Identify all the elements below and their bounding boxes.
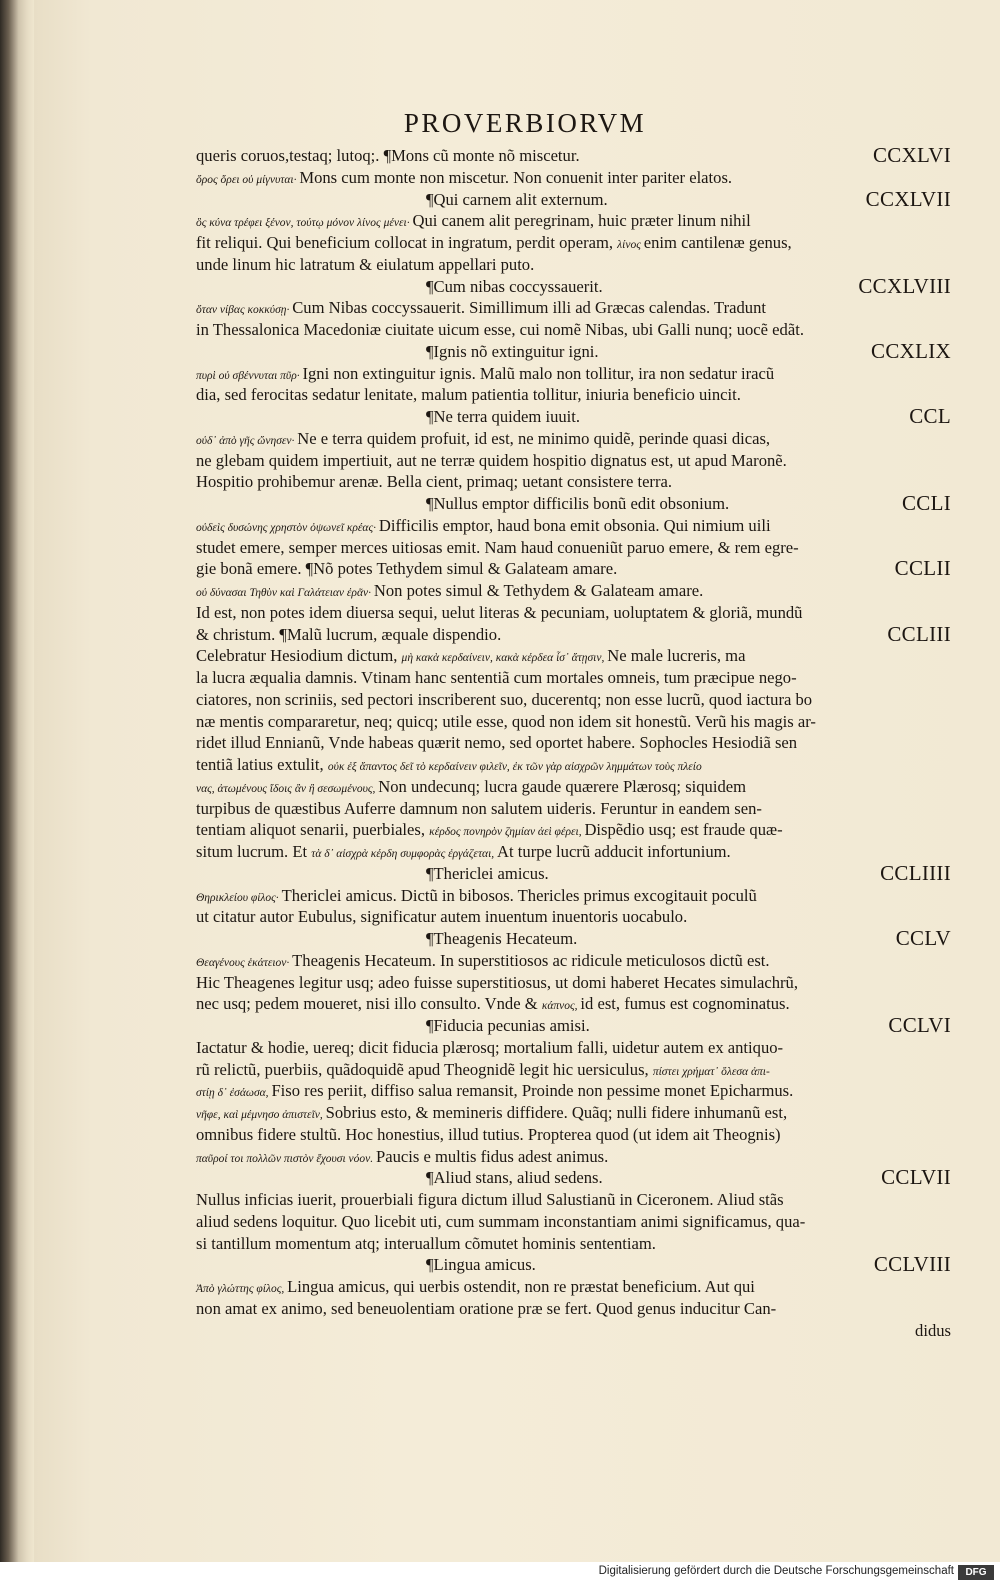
- adage-number: CCLIII: [887, 621, 951, 646]
- text-line: [196, 993, 951, 1015]
- latin-text: ne glebam quidem impertiuit, aut ne terræ quidem hospitio dignatus est, ut apud Maronẽ.: [196, 450, 787, 470]
- greek-text: μὴ κακὰ κερδαίνειν, κακὰ κέρδεα ἶσ᾽ ἄτῃσιν,: [401, 652, 608, 665]
- text-line: [196, 1211, 951, 1233]
- latin-text: ¶Theagenis Hecateum.: [426, 929, 578, 948]
- text-line: [196, 254, 951, 276]
- footer-bar: [0, 1562, 1000, 1583]
- adage-number: CCXLIX: [871, 338, 951, 363]
- text-line: [196, 537, 951, 559]
- text-line: [196, 1037, 951, 1059]
- greek-text: παῦροί τοι πολλῶν πιστὸν ἔχουσι νόον.: [196, 1152, 376, 1165]
- greek-text: οὐκ ἐξ ἅπαντος δεῖ τὸ κερδαίνειν φιλεῖν, ἐκ τῶν γὰρ αἰσχρῶν λημμάτων τοὺς πλείο: [327, 761, 702, 773]
- text-line: [196, 145, 951, 167]
- latin-text: Non undecunq; lucra gaude quærere Plærosq; siquidem: [378, 776, 747, 796]
- latin-text: nec usq; pedem moueret, nisi illo consulto. Vnde &: [196, 994, 542, 1014]
- section-heading-line: [196, 1254, 951, 1276]
- latin-text: Difficilis emptor, haud bona emit obsonia. Qui nimium uili: [378, 515, 771, 535]
- text-line: [196, 232, 951, 254]
- latin-text: Celebratur Hesiodium dictum,: [196, 646, 402, 666]
- text-line: [196, 667, 951, 689]
- latin-text: Lingua amicus, qui uerbis ostendit, non re præstat beneficium. Aut qui: [287, 1277, 755, 1296]
- latin-text: situm lucrum. Et: [196, 842, 312, 861]
- text-line: [196, 210, 951, 232]
- latin-text: Ne e terra quidem profuit, id est, ne minimo quidẽ, perinde quasi dicas,: [297, 428, 771, 448]
- latin-text: Theagenis Hecateum. In superstitiosos ac ridicule meticulosos dictũ est.: [292, 950, 770, 970]
- adage-number: CCLI: [901, 491, 951, 515]
- text-line: [196, 602, 951, 624]
- text-line: [196, 621, 951, 646]
- adage-number: CCLVI: [888, 1013, 951, 1037]
- latin-text: unde linum hic latratum & eiulatum appellari puto.: [196, 254, 535, 274]
- text-block: [196, 145, 951, 1341]
- latin-text: si tantillum momentum atq; interuallum cõmutet hominis sententiam.: [196, 1233, 656, 1253]
- adage-number: CCLVII: [881, 1165, 951, 1190]
- text-line: [196, 689, 951, 711]
- latin-text: ¶Ne terra quidem iuuit.: [426, 407, 581, 426]
- latin-text: aliud sedens loquitur. Quo licebit uti, cum summam inconstantiam animi significamus, qua-: [196, 1211, 806, 1231]
- section-heading-line: [196, 1015, 951, 1037]
- text-line: [196, 1080, 951, 1102]
- text-line: [196, 906, 951, 928]
- text-line: [196, 471, 951, 493]
- latin-text: dia, sed ferocitas sedatur lenitate, malum patientia tollitur, iniuria beneficio uincit.: [196, 385, 741, 405]
- latin-text: At turpe lucrũ adducit infortunium.: [497, 842, 731, 861]
- dfg-logo: DFG: [958, 1565, 994, 1580]
- latin-text: in Thessalonica Macedoniæ ciuitate uicum esse, cui nomẽ Nibas, ubi Galli nunq; uocẽ edãt.: [196, 320, 804, 339]
- text-line: [196, 841, 951, 863]
- latin-text: Id est, non potes idem diuersa sequi, uelut literas & pecuniam, uoluptatem & gloriã, mundũ: [196, 602, 803, 622]
- latin-text: ut citatur autor Eubulus, significatur autem inuentum inuentoris uocabulo.: [196, 907, 688, 927]
- section-heading-line: [196, 493, 951, 515]
- text-line: [196, 515, 951, 537]
- greek-text: στίῃ δ᾽ ἐσάωσα,: [196, 1087, 272, 1100]
- text-line: [196, 754, 951, 776]
- text-line: [196, 450, 951, 472]
- text-line: [196, 1102, 951, 1124]
- greek-text: πίστει χρήματ᾽ ὄλεσα ἀπι-: [652, 1065, 770, 1078]
- text-line: [196, 580, 951, 602]
- adage-number: CCLV: [895, 926, 951, 950]
- text-line: [196, 1276, 951, 1298]
- text-line: [196, 167, 951, 189]
- greek-text: κέρδος πονηρὸν ζημίαν ἀεὶ φέρει,: [429, 826, 585, 839]
- greek-text: Ἀπὸ γλώττης φίλος,: [196, 1283, 288, 1295]
- latin-text: tentiam aliquot senarii, puerbiales,: [196, 820, 430, 840]
- greek-text: τὰ δ᾽ αἰσχρὰ κέρδη συμφορὰς ἐργάζεται,: [311, 848, 498, 860]
- latin-text: enim cantilenæ genus,: [643, 233, 792, 252]
- greek-text: νας, ἀτωμένους ἴδοις ἂν ἢ σεσωμένους,: [196, 782, 379, 795]
- text-line: [196, 1189, 951, 1211]
- greek-text: ὅταν νίβας κοκκύσῃ·: [196, 304, 293, 317]
- latin-text: id est, fumus est cognominatus.: [580, 994, 790, 1014]
- latin-text: turpibus de quæstibus Auferre damnum non salutem uideris. Feruntur in eandem sen-: [196, 798, 762, 818]
- text-line: [196, 732, 951, 754]
- latin-text: Hospitio prohibemur arenæ. Bella cient, primaq; uetant consistere terra.: [196, 472, 673, 492]
- greek-text: λίνος: [617, 239, 644, 251]
- latin-text: Hic Theagenes legitur usq; adeo fuisse superstitiosus, ut domi haberet Hecates simulachrũ,: [196, 972, 798, 992]
- greek-text: κάπνος,: [541, 1000, 581, 1013]
- adage-number: CCLVIII: [873, 1252, 951, 1277]
- text-line: [196, 384, 951, 406]
- adage-number: CCLII: [894, 556, 951, 581]
- text-line: [196, 798, 951, 820]
- latin-text: Ne male lucreris, ma: [607, 646, 746, 666]
- latin-text: ¶Cum nibas coccyssauerit.: [426, 276, 603, 296]
- text-line: [196, 363, 951, 385]
- adage-number: CCXLVIII: [858, 273, 951, 298]
- greek-text: οὐδ᾽ ἀπὸ γῆς ὤνησεν·: [196, 434, 298, 447]
- text-line: [196, 645, 951, 667]
- text-line: [196, 319, 951, 341]
- latin-text: Mons cum monte non miscetur. Non conuenit inter pariter elatos.: [299, 167, 733, 187]
- latin-text: Qui canem alit peregrinam, huic præter linum nihil: [412, 211, 751, 231]
- text-line: [196, 819, 951, 841]
- latin-text: ridet illud Ennianũ, Vnde habeas quærit nemo, sed oportet habere. Sophocles Hesiodiã sen: [196, 733, 798, 753]
- text-line: [196, 1233, 951, 1255]
- text-line: [196, 1124, 951, 1146]
- section-heading-line: [196, 186, 951, 211]
- book-spine-edge: [0, 0, 34, 1562]
- greek-text: οὐδεὶς δυσώνης χρηστὸν ὀψωνεῖ κρέας·: [196, 521, 379, 534]
- text-line: [196, 776, 951, 798]
- latin-text: non amat ex animo, sed beneuolentiam oratione præ se fert. Quod genus inducitur Can-: [196, 1298, 777, 1318]
- greek-text: οὐ δύνασαι Τηθὺν καὶ Γαλάτειαν ἐρᾶν·: [196, 587, 374, 599]
- latin-text: ¶Qui carnem alit externum.: [426, 189, 608, 209]
- section-heading-line: [196, 860, 951, 885]
- latin-text: rũ relictũ, puerbiis, quãdoquidẽ apud Theognidẽ legit hic uersiculus,: [196, 1059, 653, 1079]
- section-heading-line: [196, 928, 951, 950]
- text-line: [196, 711, 951, 733]
- latin-text: ¶Thericlei amicus.: [426, 863, 549, 883]
- text-line: [196, 428, 951, 450]
- greek-text: νῆφε, καὶ μέμνησο ἀπιστεῖν,: [196, 1109, 326, 1121]
- section-heading-line: [196, 273, 951, 298]
- adage-number: CCL: [909, 404, 951, 428]
- latin-text: didus: [915, 1320, 951, 1340]
- text-line: [196, 297, 951, 319]
- text-line: [196, 1320, 951, 1342]
- latin-text: Thericlei amicus. Dictũ in bibosos. Thericles primus excogitauit poculũ: [281, 885, 757, 905]
- latin-text: ¶Nullus emptor difficilis bonũ edit obsonium.: [426, 494, 730, 513]
- greek-text: πυρὶ οὐ σβέννυται πῦρ·: [196, 369, 303, 382]
- text-line: [196, 950, 951, 972]
- latin-text: Non potes simul & Tethydem & Galateam amare.: [373, 581, 704, 600]
- text-line: [196, 885, 951, 907]
- latin-text: Cum Nibas coccyssauerit. Simillimum illi ad Græcas calendas. Tradunt: [292, 298, 766, 318]
- latin-text: queris coruos,testaq; lutoq;.: [196, 146, 384, 165]
- latin-text: Dispẽdio usq; est fraude quæ-: [584, 820, 783, 840]
- running-header: PROVERBIORVM: [403, 108, 647, 138]
- latin-text: & christum. ¶Malũ lucrum, æquale dispendio.: [196, 624, 502, 644]
- latin-text: ¶Ignis nõ extinguitur igni.: [426, 341, 599, 361]
- latin-text: Sobrius esto, & memineris diffidere. Quãq; nulli fidere inhumanũ est,: [325, 1103, 788, 1122]
- greek-text: ὃς κύνα τρέφει ξένον, τούτῳ μόνον λίνος μένει·: [196, 217, 413, 230]
- latin-text: omnibus fidere stultũ. Hoc honestius, illud tutius. Propterea quod (ut idem ait Theognis): [196, 1124, 781, 1144]
- latin-text: ¶Fiducia pecunias amisi.: [426, 1016, 590, 1035]
- latin-text: gie bonã emere. ¶Nõ potes Tethydem simul & Galateam amare.: [196, 559, 618, 579]
- greek-text: Θηρικλείου φίλος·: [196, 891, 282, 904]
- text-line: [196, 558, 951, 580]
- latin-text: fit reliqui. Qui beneficium collocat in ingratum, perdit operam,: [196, 233, 618, 252]
- text-line: [196, 972, 951, 994]
- latin-text: studet emere, semper merces uitiosas emit. Nam haud conueniũt paruo emere, & rem egre-: [196, 537, 799, 557]
- latin-text: ¶Mons cũ monte nõ miscetur.: [383, 146, 580, 165]
- latin-text: Paucis e multis fidus adest animus.: [375, 1146, 609, 1166]
- adage-number: CCXLVI: [872, 143, 951, 167]
- latin-text: ¶Aliud stans, aliud sedens.: [426, 1168, 603, 1188]
- latin-text: Iactatur & hodie, uereq; dicit fiducia plærosq; mortalium falli, uidetur autem ex antiquo-: [196, 1037, 784, 1057]
- adage-number: CCLIIII: [880, 860, 951, 885]
- text-line: [196, 1059, 951, 1081]
- section-heading-line: [196, 406, 951, 428]
- latin-text: la lucra æqualia damnis. Vtinam hanc sententiã cum mortales omneis, tum præcipue nego-: [196, 668, 797, 687]
- text-line: [196, 1298, 951, 1320]
- greek-text: ὄρος ὄρει οὐ μίγνυται·: [196, 173, 300, 186]
- footer-credit: Digitalisierung gefördert durch die Deutsche Forschungsgemeinschaft: [598, 1565, 954, 1577]
- section-heading-line: [196, 338, 951, 363]
- latin-text: ¶Lingua amicus.: [426, 1255, 536, 1275]
- greek-text: Θεαγένους ἑκάτειον·: [196, 956, 293, 969]
- text-line: [196, 1146, 951, 1168]
- section-heading-line: [196, 1167, 951, 1189]
- latin-text: Igni non extinguitur ignis. Malũ malo non tollitur, ira non sedatur iracũ: [302, 363, 775, 383]
- latin-text: Fiso res periit, diffiso salua remansit, Proinde non pessime monet Epicharmus.: [271, 1081, 794, 1101]
- latin-text: ciatores, non scriniis, sed pectori inscriberent suo, ducerentq; non esse lucrũ, quod iactura bo: [196, 689, 813, 709]
- adage-number: CCXLVII: [865, 186, 951, 211]
- latin-text: Nullus inficias iuerit, prouerbiali figura dictum illud Salustianũ in Ciceronem. Aliud stãs: [196, 1190, 784, 1209]
- latin-text: næ mentis compararetur, neq; quicq; utile esse, quod non idem sit honestũ. Verũ his magis ar-: [196, 711, 816, 731]
- latin-text: tentiã latius extulit,: [196, 755, 328, 774]
